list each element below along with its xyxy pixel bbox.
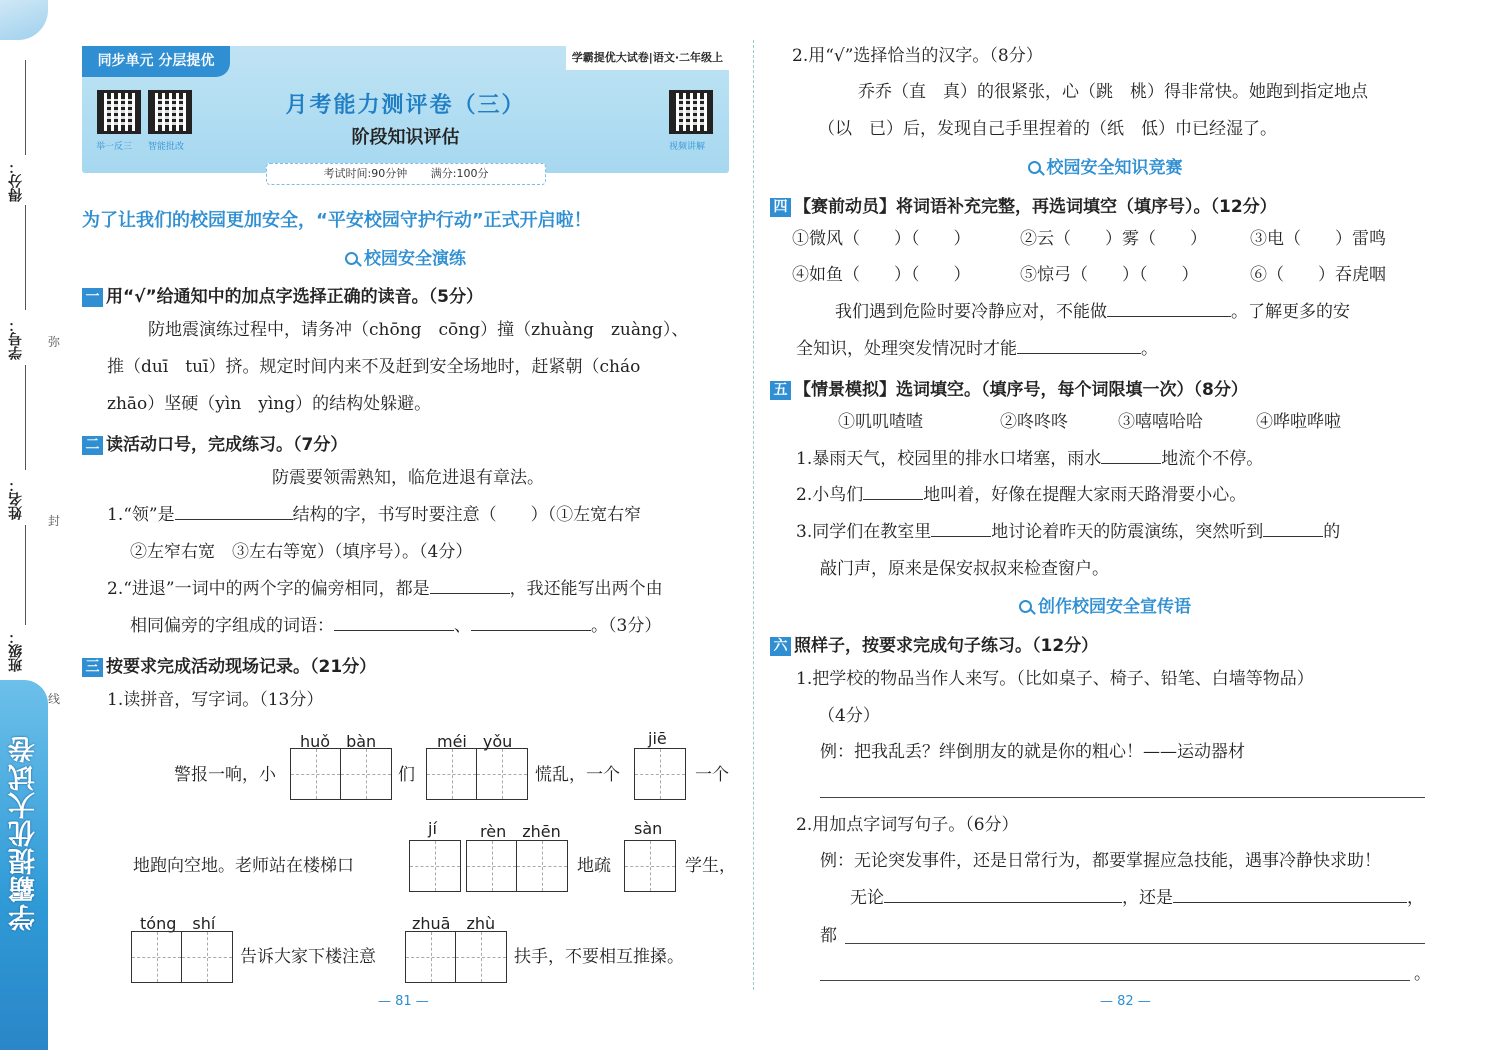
answer-blank[interactable]	[1173, 889, 1407, 903]
id-label: 学号：	[8, 318, 24, 360]
q2b-heading: 2.用“√”选择恰当的汉字。（8分）	[792, 46, 1043, 66]
answer-line[interactable]	[845, 943, 1425, 944]
writing-grid[interactable]	[409, 840, 461, 892]
qr-label: 智能批改	[148, 142, 185, 152]
word-option: ①叽叽喳喳	[838, 412, 923, 432]
q5-sentence-2: 2.小鸟们 地叫着，好像在提醒大家雨天路滑要小心。	[796, 485, 1247, 505]
writing-grid[interactable]	[624, 840, 676, 892]
exam-time: 考试时间:90分钟	[323, 167, 408, 180]
series-label: 学霸提优大试卷|语文·二年级上	[566, 46, 729, 70]
unit-tag: 同步单元 分层提优	[82, 46, 230, 77]
idiom-item: ⑥（ ）吞虎咽	[1250, 265, 1386, 285]
pinyin: méi yǒu	[437, 732, 513, 751]
binding-margin	[0, 0, 61, 1050]
answer-blank[interactable]	[1263, 523, 1323, 537]
page-divider	[753, 40, 754, 990]
pinyin: huǒ bàn	[300, 732, 377, 751]
exam-title: 月考能力测评卷（三）	[285, 93, 526, 118]
pinyin: jí	[428, 819, 437, 838]
answer-blank[interactable]	[1107, 303, 1231, 317]
pinyin: sàn	[634, 819, 663, 838]
pinyin: tóng shí	[140, 914, 216, 933]
writing-grid[interactable]	[290, 748, 392, 800]
class-label: 班级：	[8, 630, 24, 672]
page-number: — 82 —	[1100, 994, 1151, 1009]
answer-blank[interactable]	[471, 617, 591, 631]
answer-blank[interactable]	[1101, 450, 1161, 464]
q3-text: 学生，	[685, 856, 736, 876]
answer-line[interactable]	[820, 797, 1425, 798]
q3-text: 一个	[695, 765, 729, 785]
question-5-heading: 五 【情景模拟】选词填空。（填序号，每个词限填一次）（8分）	[770, 375, 1248, 400]
class-line[interactable]	[25, 525, 26, 625]
q2b-line-1: 乔乔（直 真）的很紧张，心（跳 桃）得非常快。她跑到指定地点	[858, 82, 1368, 102]
writing-grid[interactable]	[405, 931, 507, 983]
q6-end: 。	[1414, 964, 1431, 984]
pinyin: jiē	[648, 729, 667, 748]
writing-grid[interactable]	[426, 748, 528, 800]
question-2-heading: 二 读活动口号，完成练习。（7分）	[82, 430, 347, 455]
q5-sentence-1: 1.暴雨天气，校园里的排水口堵塞，雨水 地流个不停。	[796, 449, 1264, 469]
pinyin: zhuā zhù	[412, 914, 496, 933]
brand-text: 学霸提优大试卷	[9, 735, 40, 931]
corner-decoration	[0, 0, 48, 40]
score-line[interactable]	[25, 60, 26, 155]
word-option: ④哗啦哗啦	[1256, 412, 1341, 432]
question-number: 五	[770, 381, 791, 400]
q3-sub1: 1.读拼音，写字词。（13分）	[107, 690, 324, 710]
question-number: 二	[82, 436, 103, 455]
name-line[interactable]	[25, 365, 26, 470]
search-icon	[1028, 161, 1041, 174]
answer-line[interactable]	[820, 980, 1410, 981]
q1-line-1: 防地震演练过程中，请务冲（chōng cōng）撞（zhuàng zuàng）、	[148, 320, 689, 340]
question-4-heading: 四 【赛前动员】将词语补充完整，再选词填空（填序号）。（12分）	[770, 192, 1277, 217]
q3-text: 地疏	[577, 856, 611, 876]
answer-blank[interactable]	[175, 506, 293, 520]
idiom-item: ⑤惊弓（ ）（ ）	[1020, 265, 1199, 285]
exam-info	[266, 163, 546, 185]
name-label: 姓名：	[8, 478, 24, 520]
q1-line-2: 推（duī tuī）挤。规定时间内来不及赶到安全场地时，赶紧朝（cháo	[107, 357, 641, 377]
question-1-heading: 一 用“√”给通知中的加点字选择正确的读音。（5分）	[82, 282, 483, 307]
q6-part1: 1.把学校的物品当作人来写。（比如桌子、椅子、铅笔、白墙等物品）	[796, 669, 1314, 689]
q5-sentence-3: 3.同学们在教室里 地讨论着昨天的防震演练，突然听到 的	[796, 522, 1341, 542]
question-number: 四	[770, 198, 791, 217]
word-option: ②咚咚咚	[1000, 412, 1068, 432]
idiom-item: ④如鱼（ ）（ ）	[792, 265, 971, 285]
question-number: 六	[770, 637, 791, 656]
q6-example-2: 例：无论突发事件，还是日常行为，都要掌握应急技能，遇事冷静快求助！	[820, 851, 1381, 871]
q6-dou: 都	[820, 926, 837, 946]
q5-sentence-3-cont: 敲门声，原来是保安叔叔来检查窗户。	[820, 559, 1109, 579]
q4-fill-1: 我们遇到危险时要冷静应对，不能做 。了解更多的安	[835, 302, 1350, 322]
score-label: 得分：	[8, 160, 24, 202]
q2-part1: 1.“领”是 结构的字，书写时要注意（ ）（①左宽右窄	[107, 505, 642, 525]
answer-blank[interactable]	[884, 889, 1122, 903]
question-number: 一	[82, 288, 103, 307]
exam-subtitle: 阶段知识评估	[351, 127, 460, 148]
q3-text: 警报一响，小	[174, 765, 276, 785]
cut-mark-xian: 线	[48, 692, 61, 706]
question-6-heading: 六 照样子，按要求完成句子练习。（12分）	[770, 631, 1098, 656]
exam-score: 满分:100分	[430, 167, 489, 180]
cut-mark-mi: 弥	[48, 335, 61, 349]
idiom-item: ③电（ ）雷鸣	[1250, 229, 1386, 249]
search-icon	[345, 252, 358, 265]
q3-text: 地跑向空地。老师站在楼梯口	[133, 856, 354, 876]
writing-grid[interactable]	[466, 840, 568, 892]
answer-blank[interactable]	[430, 580, 510, 594]
qr-label: 举一反三	[96, 142, 133, 152]
section-heading: 校园安全演练	[82, 244, 729, 269]
section-heading: 校园安全知识竞赛	[770, 153, 1440, 178]
answer-blank[interactable]	[1017, 340, 1141, 354]
search-icon	[1019, 600, 1032, 613]
writing-grid[interactable]	[634, 748, 686, 800]
q6-fill-line: 无论 ，还是 ，	[850, 888, 1424, 908]
idiom-item: ①微风（ ）（ ）	[792, 229, 971, 249]
q6-part1-score: （4分）	[818, 706, 880, 726]
q2-part2-words: 相同偏旁的字组成的词语： 、 。（3分）	[130, 616, 662, 636]
q2-part2: 2.“进退”一词中的两个字的偏旁相同，都是 ，我还能写出两个由	[107, 579, 663, 599]
q2-part1-options: ②左窄右宽 ③左右等宽）（填序号）。（4分）	[130, 542, 473, 562]
q3-text: 慌乱，一个	[535, 765, 620, 785]
writing-grid[interactable]	[131, 931, 233, 983]
qr-label: 视频讲解	[669, 142, 706, 152]
q3-text: 告诉大家下楼注意	[240, 947, 376, 967]
exam-header	[82, 46, 729, 173]
answer-blank[interactable]	[334, 617, 454, 631]
q3-text: 们	[398, 765, 415, 785]
q1-line-3: zhāo）坚硬（yìn yìng）的结构处躲避。	[107, 394, 432, 414]
idiom-item: ②云（ ）雾（ ）	[1020, 229, 1207, 249]
q4-fill-2: 全知识，处理突发情况时才能 。	[796, 339, 1158, 359]
q6-part2: 2.用加点字词写句子。（6分）	[796, 815, 1019, 835]
answer-blank[interactable]	[863, 486, 923, 500]
answer-blank[interactable]	[931, 523, 991, 537]
intro-text: 为了让我们的校园更加安全，“平安校园守护行动”正式开启啦！	[82, 210, 592, 231]
pinyin: rèn zhēn	[480, 822, 561, 841]
q2b-line-2: （以 已）后，发现自己手里捏着的（纸 低）巾已经湿了。	[818, 119, 1277, 139]
cut-mark-feng: 封	[48, 514, 61, 528]
q6-example-1: 例：把我乱丢？绊倒朋友的就是你的粗心！——运动器材	[820, 742, 1245, 762]
word-option: ③嘻嘻哈哈	[1118, 412, 1203, 432]
id-line[interactable]	[25, 205, 26, 310]
question-number: 三	[82, 658, 103, 677]
page-number: — 81 —	[378, 994, 429, 1009]
q3-text: 扶手，不要相互推搡。	[514, 947, 684, 967]
slogan: 防震要领需熟知，临危进退有章法。	[272, 468, 544, 488]
question-3-heading: 三 按要求完成活动现场记录。（21分）	[82, 652, 376, 677]
section-heading: 创作校园安全宣传语	[770, 592, 1440, 617]
